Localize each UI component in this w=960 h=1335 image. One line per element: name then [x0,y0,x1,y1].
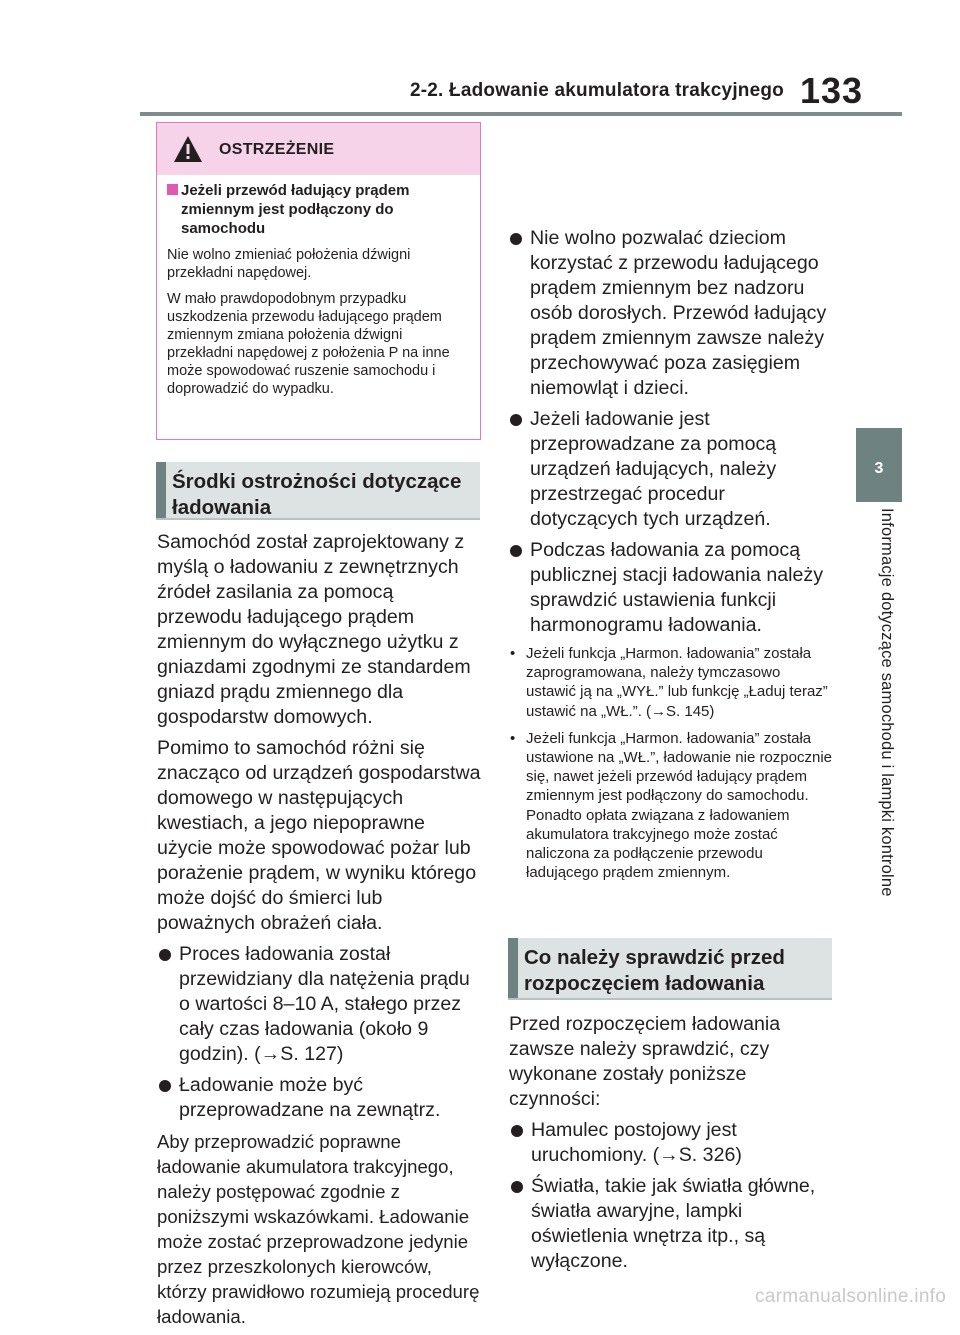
warning-paragraph: W mało prawdopodobnym przypadku uszkodzenia przewodu ładującego prądem zmiennym zmiana położenia dźwigni przekładni napędowej z położenia P na inne może spowodować ruszenie samochodu i doprowadzić do wypadku. [167,291,450,397]
bullet-item: Nie wolno pozwalać dzieciom korzystać z przewodu ładującego prądem zmiennym bez nadzoru osób dorosłych. Przewód ładujący prądem zmiennym zawsze należy przechowywać poza zasięgiem niemowląt i dzieci. [508,226,834,401]
warning-body [157,175,480,398]
right-column-lower [509,1012,835,1280]
warning-box [156,122,481,440]
body-paragraph: Przed rozpoczęciem ładowania zawsze należy sprawdzić, czy wykonane zostały poniższe czynności: [509,1013,781,1110]
watermark: carmanualsonline.info [755,1286,947,1307]
square-bullet-icon [167,184,178,195]
section-heading-checks [508,938,832,1000]
section-heading-title: Środki ostrożności dotyczące ładowania [172,470,462,519]
bullet-item: Jeżeli ładowanie jest przeprowadzane za pomocą urządzeń ładujących, należy przestrzegać procedur dotyczących tych urządzeń. [508,407,834,532]
warning-subtitle [167,181,470,238]
warning-subtitle-text: Jeżeli przewód ładujący prądem zmiennym jest podłączony do samochodu [181,182,410,237]
section-heading-precautions [156,462,480,520]
section-heading-bar [508,938,518,998]
section-heading-title: Co należy sprawdzić przed rozpoczęciem ładowania [524,946,785,995]
section-heading-bar [156,462,166,518]
warning-triangle-icon [173,135,203,163]
body-paragraph: Samochód został zaprojektowany z myślą o ładowaniu z zewnętrznych źródeł zasilania za pomocą przewodu ładującego prądem zmiennym do wyłącznego użytku z gniazdami zgodnymi ze standardem gniazd prądu zmiennego dla gospodarstw domowych. [157,531,471,728]
bullet-item: Hamulec postojowy jest uruchomiony. (→S. 326) [509,1118,835,1168]
warning-title: OSTRZEŻENIE [219,141,335,158]
bullet-item: Ładowanie może być przeprowadzane na zewnątrz. [157,1073,483,1123]
page-number: 133 [800,70,864,111]
left-column [157,530,483,1335]
warning-paragraph: Nie wolno zmieniać położenia dźwigni przekładni napędowej. [167,247,411,281]
body-paragraph-closing: Aby przeprowadzić poprawne ładowanie akumulatora trakcyjnego, należy postępować zgodnie z poniższymi wskazówkami. Ładowanie może zostać przeprowadzone jedynie przez przeszkolonych kierowców, którzy prawidłowo rozumieją procedurę ładowania. [157,1131,480,1327]
header-rule [140,112,902,116]
note-item: • Jeżeli funkcja „Harmon. ładowania” została ustawione na „WŁ.”, ładowanie nie rozpocznie się, nawet jeżeli przewód ładujący prądem zmiennym jest podłączony do samochodu. Ponadto opłata związana z ładowaniem akumulatora trakcyjnego może zostać naliczona za podłączenie przewodu ładującego prądem zmiennym. [508,729,834,883]
chapter-tab [856,428,902,502]
note-item: • Jeżeli funkcja „Harmon. ładowania” została zaprogramowana, należy tymczasowo ustawić ją na „WYŁ.” lub funkcję „Ładuj teraz” ustawić na „WŁ.”. (→S. 145) [508,644,834,721]
chapter-title: Informacje dotyczące samochodu i lampki kontrolne [878,508,896,897]
warning-header [157,123,480,175]
bullet-item: Proces ładowania został przewidziany dla natężenia prądu o wartości 8–10 A, stałego przez cały czas ładowania (około 9 godzin). (→S. 127) [157,942,483,1067]
body-paragraph: Pomimo to samochód różni się znacząco od urządzeń gospodarstwa domowego w następujących kwestiach, a jego niepoprawne użycie może spowodować pożar lub porażenie prądem, w wyniku którego może dojść do śmierci lub poważnych obrażeń ciała. [157,737,481,934]
bullet-item: Światła, takie jak światła główne, światła awaryjne, lampki oświetlenia wnętrza itp., są wyłączone. [509,1174,835,1274]
continued-paragraph-spacer [508,126,834,226]
bullet-item: Podczas ładowania za pomocą publicznej stacji ładowania należy sprawdzić ustawienia funkcji harmonogramu ładowania. [508,538,834,638]
chapter-number: 3 [874,460,884,477]
right-column [508,126,834,890]
header-section-title: 2-2. Ładowanie akumulatora trakcyjnego [410,80,784,101]
